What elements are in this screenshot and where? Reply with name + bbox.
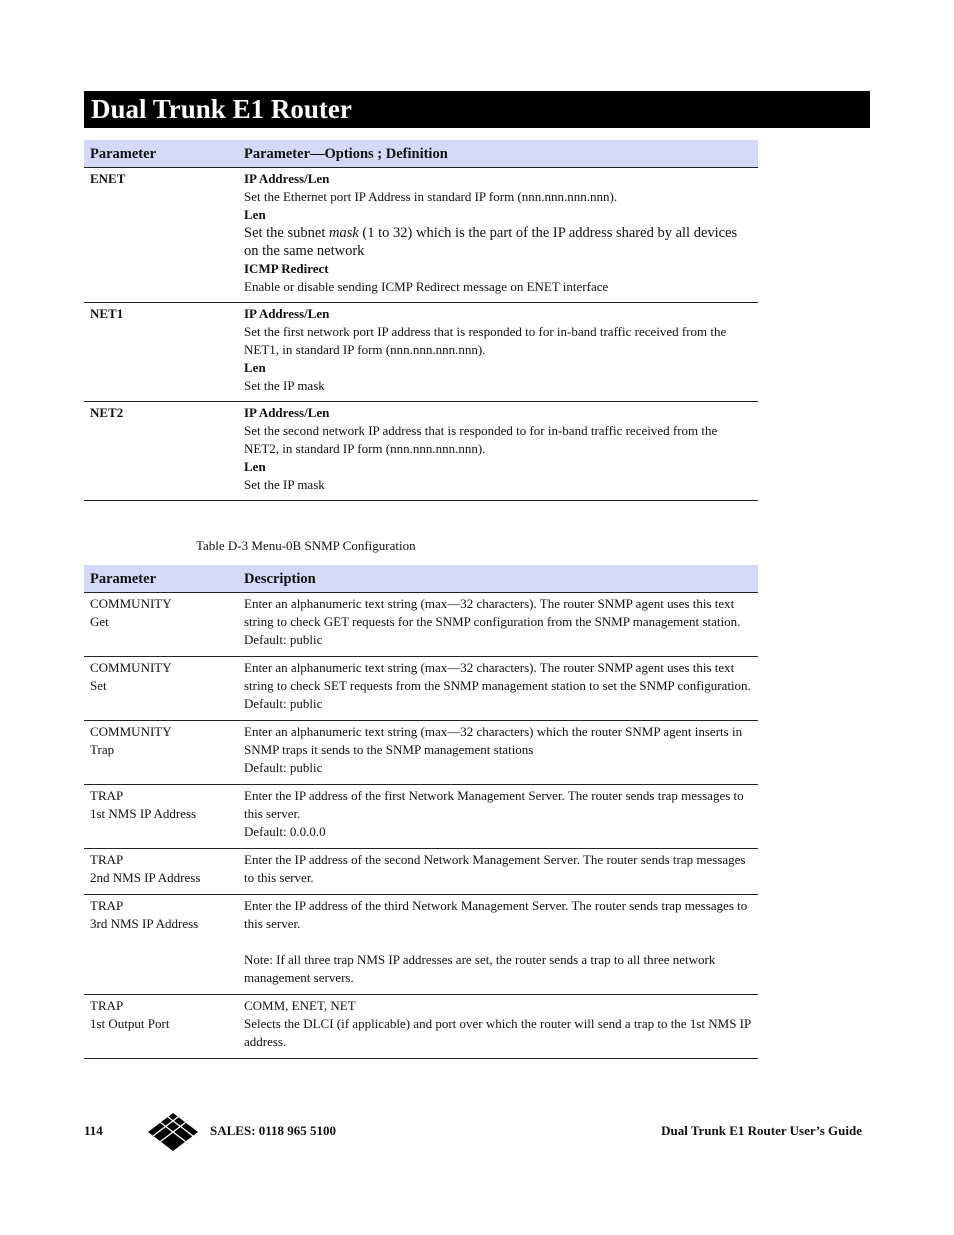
options-text: COMM, ENET, NET (244, 998, 356, 1013)
parameter-name: NET2 (84, 402, 238, 501)
parameter-item: 2nd NMS IP Address (90, 870, 201, 885)
parameter-definition (238, 402, 758, 501)
parameter-name: ENET (84, 168, 238, 303)
default-value: Default: public (244, 632, 323, 647)
description-text: Enter the IP address of the first Network Management Server. The router sends trap messages to this server. (244, 788, 744, 821)
table-row (84, 849, 758, 895)
option-heading: Len (244, 360, 266, 375)
parameter-name: NET1 (84, 303, 238, 402)
network-parameters-table (84, 140, 758, 501)
parameter-item: Get (90, 614, 109, 629)
description-text: Enter the IP address of the third Network Management Server. The router sends trap messages to this server. (244, 898, 748, 931)
parameter-name (84, 593, 238, 657)
parameter-group: TRAP (90, 998, 124, 1013)
option-text: Enable or disable sending ICMP Redirect message on ENET interface (244, 279, 609, 294)
description-text: Enter an alphanumeric text string (max—32 characters) which the router SNMP agent inserts in SNMP traps it sends to the SNMP management stations (244, 724, 743, 757)
option-heading: IP Address/Len (244, 405, 330, 420)
option-text: Set the second network IP address that is responded to for in-band traffic received from the NET2, in standard IP form (nnn.nnn.nnn.nnn). (244, 423, 718, 456)
parameter-description (238, 593, 758, 657)
parameter-item: 1st NMS IP Address (90, 806, 197, 821)
option-heading: IP Address/Len (244, 171, 330, 186)
parameter-name (84, 657, 238, 721)
parameter-description (238, 849, 758, 895)
black-box-logo-icon (147, 1112, 199, 1152)
parameter-definition (238, 303, 758, 402)
parameter-item: 1st Output Port (90, 1016, 170, 1031)
chapter-title: Dual Trunk E1 Router (91, 94, 352, 124)
column-header-parameter: Parameter (84, 565, 238, 593)
table-row (84, 303, 758, 402)
parameter-item: Trap (90, 742, 115, 757)
parameter-description (238, 895, 758, 995)
option-text: Set the first network port IP address that is responded to for in-band traffic received from the NET1, in standard IP form (nnn.nnn.nnn.nnn). (244, 324, 727, 357)
table-row (84, 785, 758, 849)
table-row (84, 657, 758, 721)
description-text: Enter the IP address of the second Network Management Server. The router sends trap messages to this server. (244, 852, 746, 885)
description-text: Enter an alphanumeric text string (max—32 characters). The router SNMP agent uses this text string to check GET requests for the SNMP configuration from the SNMP management station. (244, 596, 741, 629)
option-heading: Len (244, 207, 266, 222)
table-row (84, 995, 758, 1059)
option-heading: Len (244, 459, 266, 474)
table-row (84, 402, 758, 501)
table-row (84, 895, 758, 995)
parameter-description (238, 995, 758, 1059)
parameter-group: COMMUNITY (90, 660, 172, 675)
chapter-banner (84, 91, 870, 128)
page-number: 114 (84, 1123, 103, 1138)
option-heading: ICMP Redirect (244, 261, 329, 276)
column-header-description: Description (238, 565, 758, 593)
description-text: Selects the DLCI (if applicable) and port over which the router will send a trap to the 1st NMS IP address. (244, 1016, 751, 1049)
default-value: Default: public (244, 760, 323, 775)
guide-title: Dual Trunk E1 Router User’s Guide (661, 1123, 862, 1138)
option-text (244, 224, 752, 260)
column-header-parameter: Parameter (84, 140, 238, 168)
description-text: Enter an alphanumeric text string (max—32 characters). The router SNMP agent uses this text string to check SET requests from the SNMP management station to set the SNMP configuration. (244, 660, 751, 693)
parameter-name (84, 785, 238, 849)
parameter-group: TRAP (90, 788, 124, 803)
parameter-description (238, 657, 758, 721)
parameter-item: 3rd NMS IP Address (90, 916, 199, 931)
default-value: Default: 0.0.0.0 (244, 824, 326, 839)
parameter-name (84, 895, 238, 995)
option-text-suffix: (1 to 32) which is the part of the IP address shared by all devices on the same network (244, 225, 738, 259)
column-header-options: Parameter—Options ; Definition (238, 140, 758, 168)
table-header-row (84, 565, 758, 593)
note-text: Note: If all three trap NMS IP addresses are set, the router sends a trap to all three network management servers. (244, 952, 716, 985)
parameter-definition (238, 168, 758, 303)
option-text-italic: mask (328, 225, 363, 241)
table-header-row (84, 140, 758, 168)
table-row (84, 168, 758, 303)
parameter-name (84, 849, 238, 895)
option-text: Set the IP mask (244, 378, 325, 393)
table-row (84, 721, 758, 785)
parameter-group: COMMUNITY (90, 596, 172, 611)
parameter-name (84, 995, 238, 1059)
table-caption: Table D-3 Menu-0B SNMP Configuration (196, 538, 416, 553)
snmp-configuration-table (84, 565, 758, 1059)
parameter-group: TRAP (90, 898, 124, 913)
option-text: Set the Ethernet port IP Address in standard IP form (nnn.nnn.nnn.nnn). (244, 189, 618, 204)
sales-phone: SALES: 0118 965 5100 (210, 1123, 337, 1138)
option-text-prefix: Set the subnet (244, 225, 329, 241)
parameter-description (238, 785, 758, 849)
parameter-item: Set (90, 678, 107, 693)
table-row (84, 593, 758, 657)
paragraph-gap (244, 933, 752, 951)
parameter-group: TRAP (90, 852, 124, 867)
parameter-group: COMMUNITY (90, 724, 172, 739)
parameter-description (238, 721, 758, 785)
default-value: Default: public (244, 696, 323, 711)
parameter-name (84, 721, 238, 785)
option-text: Set the IP mask (244, 477, 325, 492)
option-heading: IP Address/Len (244, 306, 330, 321)
